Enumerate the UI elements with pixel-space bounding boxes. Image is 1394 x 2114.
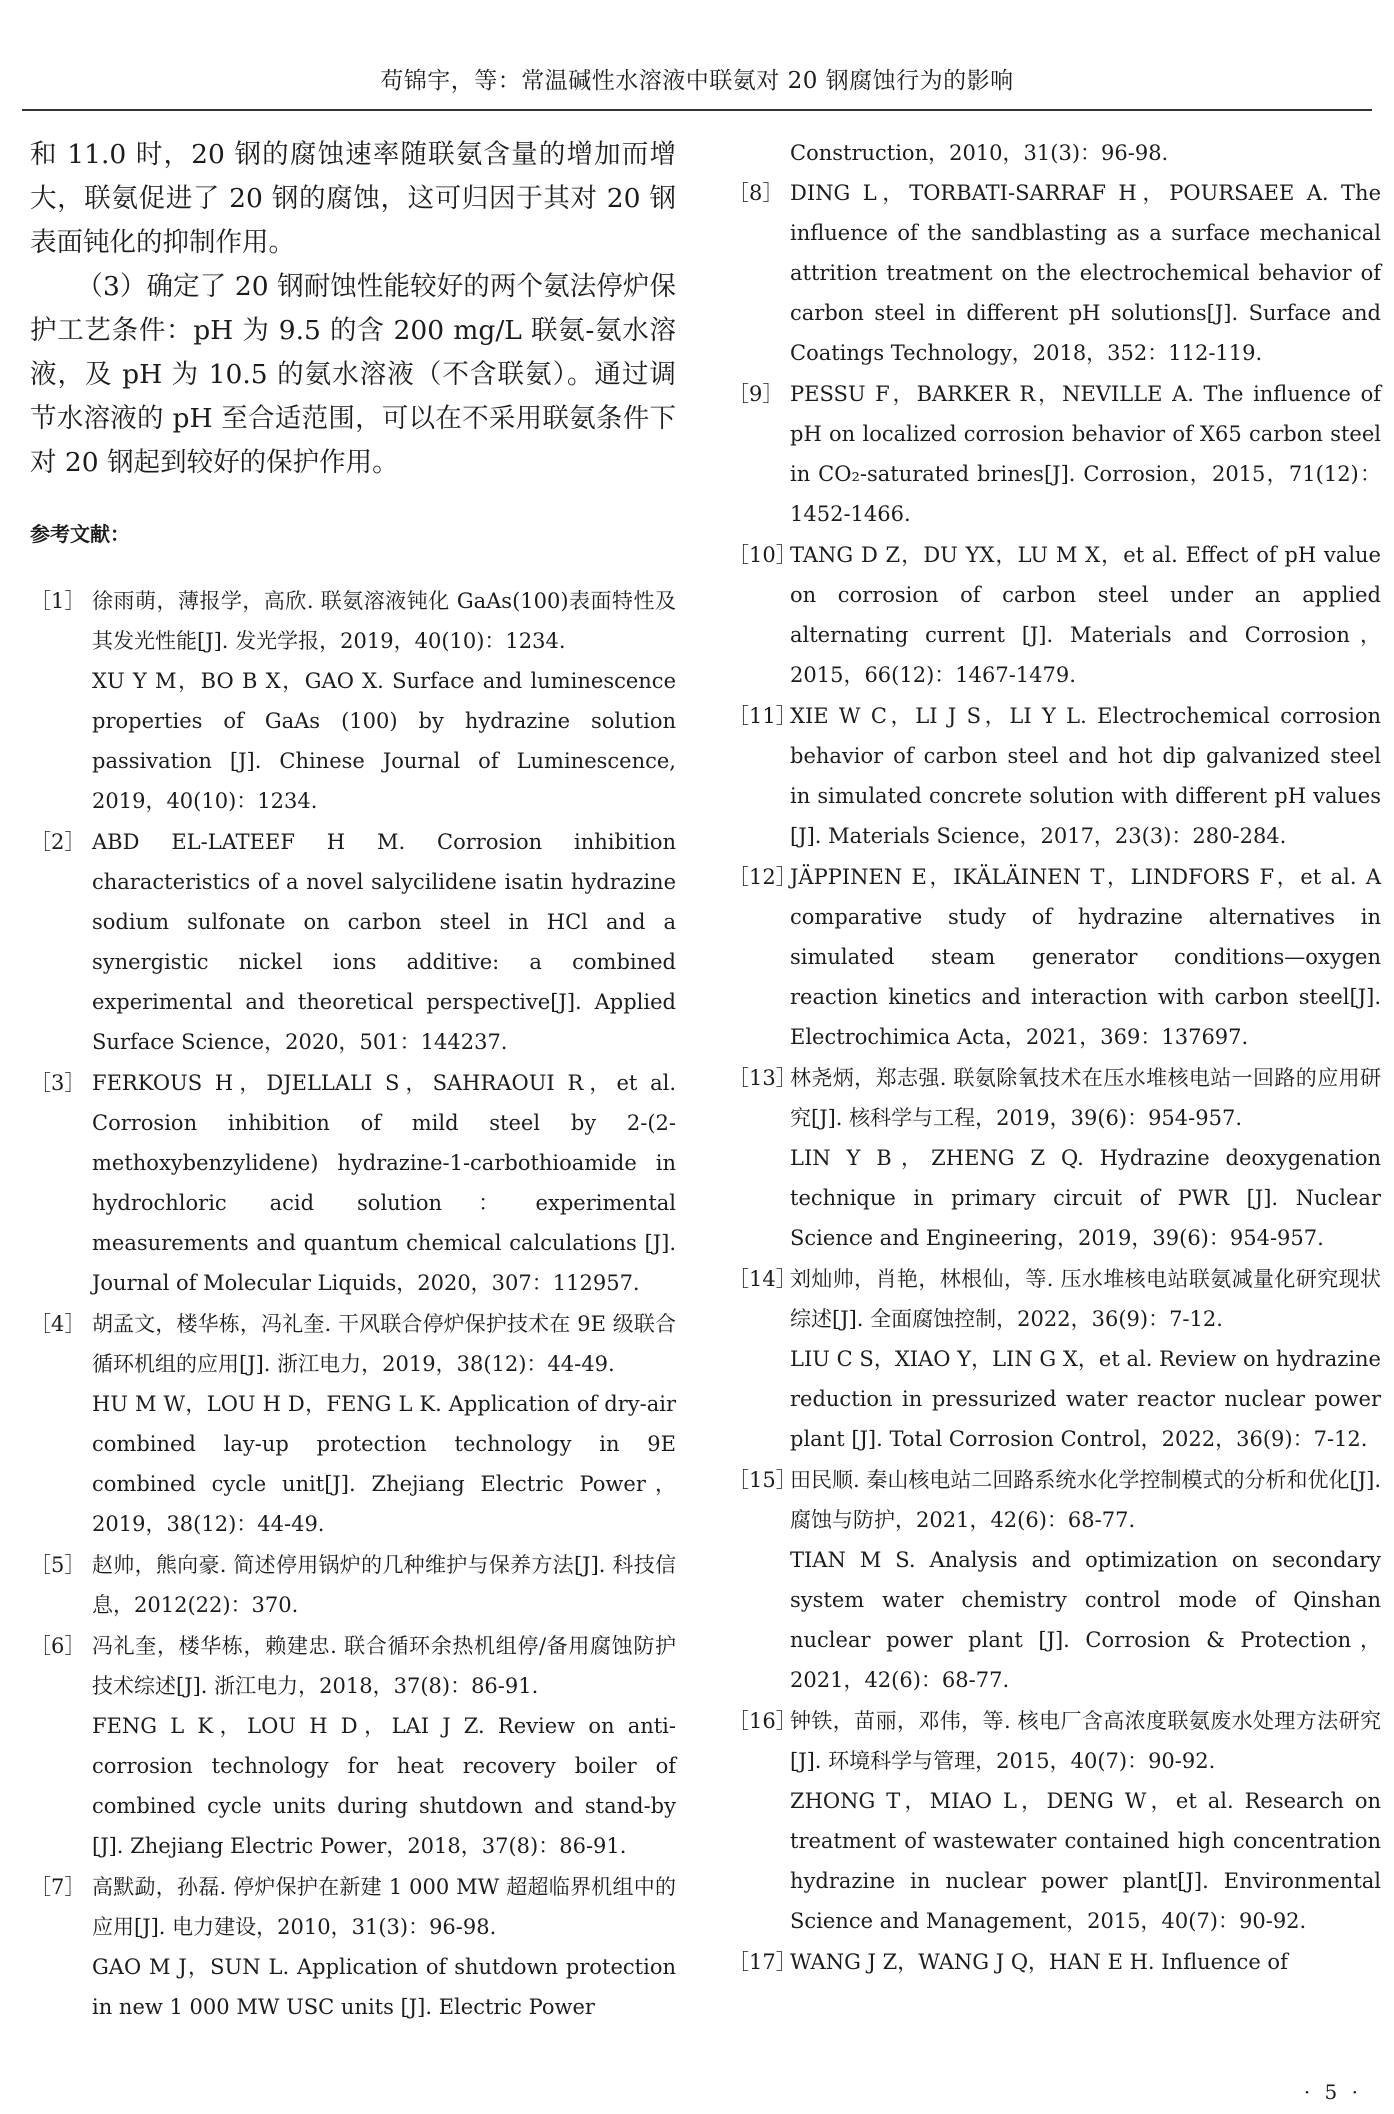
reference-number: ［17］ [728,1950,797,1974]
reference-citation: DING L，TORBATI-SARRAF H，POURSAEE A. The influence of the sandblasting as a surface mechanical attrition treatment on the electrochemical behavior of carbon steel in different pH solutions[J]. Surface and Coatings Technology，2018，352：112-119. [790,181,1381,365]
reference-citation: JÄPPINEN E，IKÄLÄINEN T，LINDFORS F，et al. A comparative study of hydrazine alternatives in simulated steam generator conditions—oxygen reaction kinetics and interaction with carbon steel[J]. Electrochimica Acta，2021，369：137697. [790,865,1381,1049]
reference-number: ［9］ [728,382,784,406]
reference-citation: 胡孟文，楼华栋，冯礼奎. 干风联合停炉保护技术在 9E 级联合循环机组的应用[J]. 浙江电力，2019，38(12)：44-49. [92,1312,676,1376]
reference-citation: XU Y M，BO B X，GAO X. Surface and luminescence properties of GaAs (100) by hydrazine solution passivation [J]. Chinese Journal of Luminescence, 2019，40(10)：1234. [92,669,676,813]
reference-text [790,173,1381,373]
reference-item [30,1626,676,1866]
reference-number: ［15］ [728,1468,797,1492]
reference-item [30,1545,676,1625]
reference-number: ［8］ [728,181,784,205]
reference-number: ［13］ [728,1066,797,1090]
reference-citation: ZHONG T，MIAO L，DENG W，et al. Research on treatment of wastewater contained high concentration hydrazine in nuclear power plant[J]. Environmental Science and Management，2015，40(7)：90-92. [790,1789,1381,1933]
reference-number: ［12］ [728,865,797,889]
reference-item [30,1304,676,1544]
reference-citation: FENG L K，LOU H D，LAI J Z. Review on anti-corrosion technology for heat recovery boiler of combined cycle units during shutdown and stand-by [J]. Zhejiang Electric Power，2018，37(8)：86-91. [92,1714,676,1858]
reference-citation: 冯礼奎，楼华栋，赖建忠. 联合循环余热机组停/备用腐蚀防护技术综述[J]. 浙江电力，2018，37(8)：86-91. [92,1634,676,1698]
reference-item [728,535,1381,695]
reference-text [790,696,1381,856]
reference-citation: WANG J Z，WANG J Q，HAN E H. Influence of [790,1950,1288,1974]
reference-citation: TANG D Z，DU YX，LU M X，et al. Effect of pH value on corrosion of carbon steel under an applied alternating current [J]. Materials and Corrosion，2015，66(12)：1467-1479. [790,543,1381,687]
reference-number: ［3］ [30,1071,86,1095]
reference-text [92,581,676,821]
reference-item [728,696,1381,856]
reference-text [790,1259,1381,1459]
reference-citation: FERKOUS H，DJELLALI S，SAHRAOUI R，et al. Corrosion inhibition of mild steel by 2-(2-methoxybenzylidene) hydrazine-1-carbothioamide in hydrochloric acid solution：experimental measurements and quantum chemical calculations [J]. Journal of Molecular Liquids，2020，307：112957. [92,1071,676,1295]
reference-citation: PESSU F，BARKER R，NEVILLE A. The influence of pH on localized corrosion behavior of X65 carbon steel in CO₂-saturated brines[J]. Corrosion，2015，71(12)：1452-1466. [790,382,1381,526]
reference-list-right [728,173,1381,1982]
reference-citation: XIE W C，LI J S，LI Y L. Electrochemical corrosion behavior of carbon steel and hot dip galvanized steel in simulated concrete solution with different pH values [J]. Materials Science，2017，23(3)：280-284. [790,704,1381,848]
reference-7-continuation: Construction，2010，31(3)：96-98. [790,141,1169,165]
reference-item [30,581,676,821]
reference-number: ［1］ [30,589,86,613]
references-heading: 参考文献： [30,522,130,546]
reference-citation: LIU C S，XIAO Y，LIN G X，et al. Review on hydrazine reduction in pressurized water reactor nuclear power plant [J]. Total Corrosion Control，2022，36(9)：7-12. [790,1347,1381,1451]
reference-citation: 刘灿帅，肖艳，林根仙，等. 压水堆核电站联氨减量化研究现状综述[J]. 全面腐蚀控制，2022，36(9)：7-12. [790,1267,1381,1331]
conclusion-paragraph-3: （3）确定了 20 钢耐蚀性能较好的两个氨法停炉保护工艺条件：pH 为 9.5 的含 200 mg/L 联氨-氨水溶液，及 pH 为 10.5 的氨水溶液（不含联氨）。通过调节水溶液的 pH 至合适范围，可以在不采用联氨条件下对 20 钢起到较好的保护作用。 [30,271,676,478]
reference-text [790,374,1381,534]
page-number: · 5 · [1303,2080,1362,2104]
reference-item [728,1460,1381,1700]
reference-number: ［10］ [728,543,797,567]
reference-citation: 林尧炳，郑志强. 联氨除氧技术在压水堆核电站一回路的应用研究[J]. 核科学与工程，2019，39(6)：954-957. [790,1066,1381,1130]
reference-item [728,1259,1381,1459]
reference-text [92,1545,676,1625]
running-header: 苟锦宇，等：常温碱性水溶液中联氨对 20 钢腐蚀行为的影响 [380,68,1014,94]
reference-text [790,1942,1381,1982]
reference-citation: 钟铁，苗丽，邓伟，等. 核电厂含高浓度联氨废水处理方法研究[J]. 环境科学与管理，2015，40(7)：90-92. [790,1709,1381,1773]
reference-text [790,1058,1381,1258]
reference-text [92,1063,676,1303]
reference-number: ［11］ [728,704,797,728]
reference-citation: LIN Y B，ZHENG Z Q. Hydrazine deoxygenation technique in primary circuit of PWR [J]. Nuclear Science and Engineering，2019，39(6)：954-957. [790,1146,1381,1250]
reference-number: ［7］ [30,1875,86,1899]
reference-item [728,374,1381,534]
reference-item [728,1058,1381,1258]
reference-text [790,1460,1381,1700]
reference-item [30,1867,676,2027]
reference-item [30,1063,676,1303]
reference-citation: 田民顺. 秦山核电站二回路系统水化学控制模式的分析和优化[J]. 腐蚀与防护，2021，42(6)：68-77. [790,1468,1381,1532]
reference-item [728,857,1381,1057]
reference-text [92,1626,676,1866]
reference-number: ［16］ [728,1709,797,1733]
reference-text [790,1701,1381,1941]
reference-item [728,173,1381,373]
reference-text [92,1867,676,2027]
reference-citation: TIAN M S. Analysis and optimization on secondary system water chemistry control mode of Qinshan nuclear power plant [J]. Corrosion & Protection，2021，42(6)：68-77. [790,1548,1381,1692]
conclusion-paragraph-continued: 和 11.0 时，20 钢的腐蚀速率随联氨含量的增加而增大，联氨促进了 20 钢的腐蚀，这可归因于其对 20 钢表面钝化的抑制作用。 [30,139,676,258]
reference-citation: 高默勐，孙磊. 停炉保护在新建 1 000 MW 超超临界机组中的应用[J]. 电力建设，2010，31(3)：96-98. [92,1875,676,1939]
reference-number: ［4］ [30,1312,86,1336]
reference-citation: HU M W，LOU H D，FENG L K. Application of dry-air combined lay-up protection technology in 9E combined cycle unit[J]. Zhejiang Electric Power，2019，38(12)：44-49. [92,1392,676,1536]
reference-text [790,857,1381,1057]
reference-citation: ABD EL-LATEEF H M. Corrosion inhibition characteristics of a novel salycilidene isatin hydrazine sodium sulfonate on carbon steel in HCl and a synergistic nickel ions additive: a combined experimental and theoretical perspective[J]. Applied Surface Science，2020，501：144237. [92,830,676,1054]
reference-number: ［14］ [728,1267,797,1291]
reference-citation: GAO M J，SUN L. Application of shutdown protection in new 1 000 MW USC units [J]. Electric Power [92,1955,676,2019]
reference-text [92,1304,676,1544]
reference-text [790,535,1381,695]
reference-text [92,822,676,1062]
header-rule [22,109,1372,111]
right-column [728,133,1381,1983]
reference-list-left [30,581,676,2027]
reference-citation: 赵帅，熊向豪. 简述停用锅炉的几种维护与保养方法[J]. 科技信息，2012(22)：370. [92,1553,676,1617]
reference-number: ［2］ [30,830,86,854]
reference-item [728,1701,1381,1941]
reference-number: ［6］ [30,1634,86,1658]
left-column [30,133,676,2028]
reference-item [728,1942,1381,1982]
reference-citation: 徐雨萌，薄报学，高欣. 联氨溶液钝化 GaAs(100)表面特性及其发光性能[J]. 发光学报，2019，40(10)：1234. [92,589,676,653]
reference-number: ［5］ [30,1553,86,1577]
reference-item [30,822,676,1062]
